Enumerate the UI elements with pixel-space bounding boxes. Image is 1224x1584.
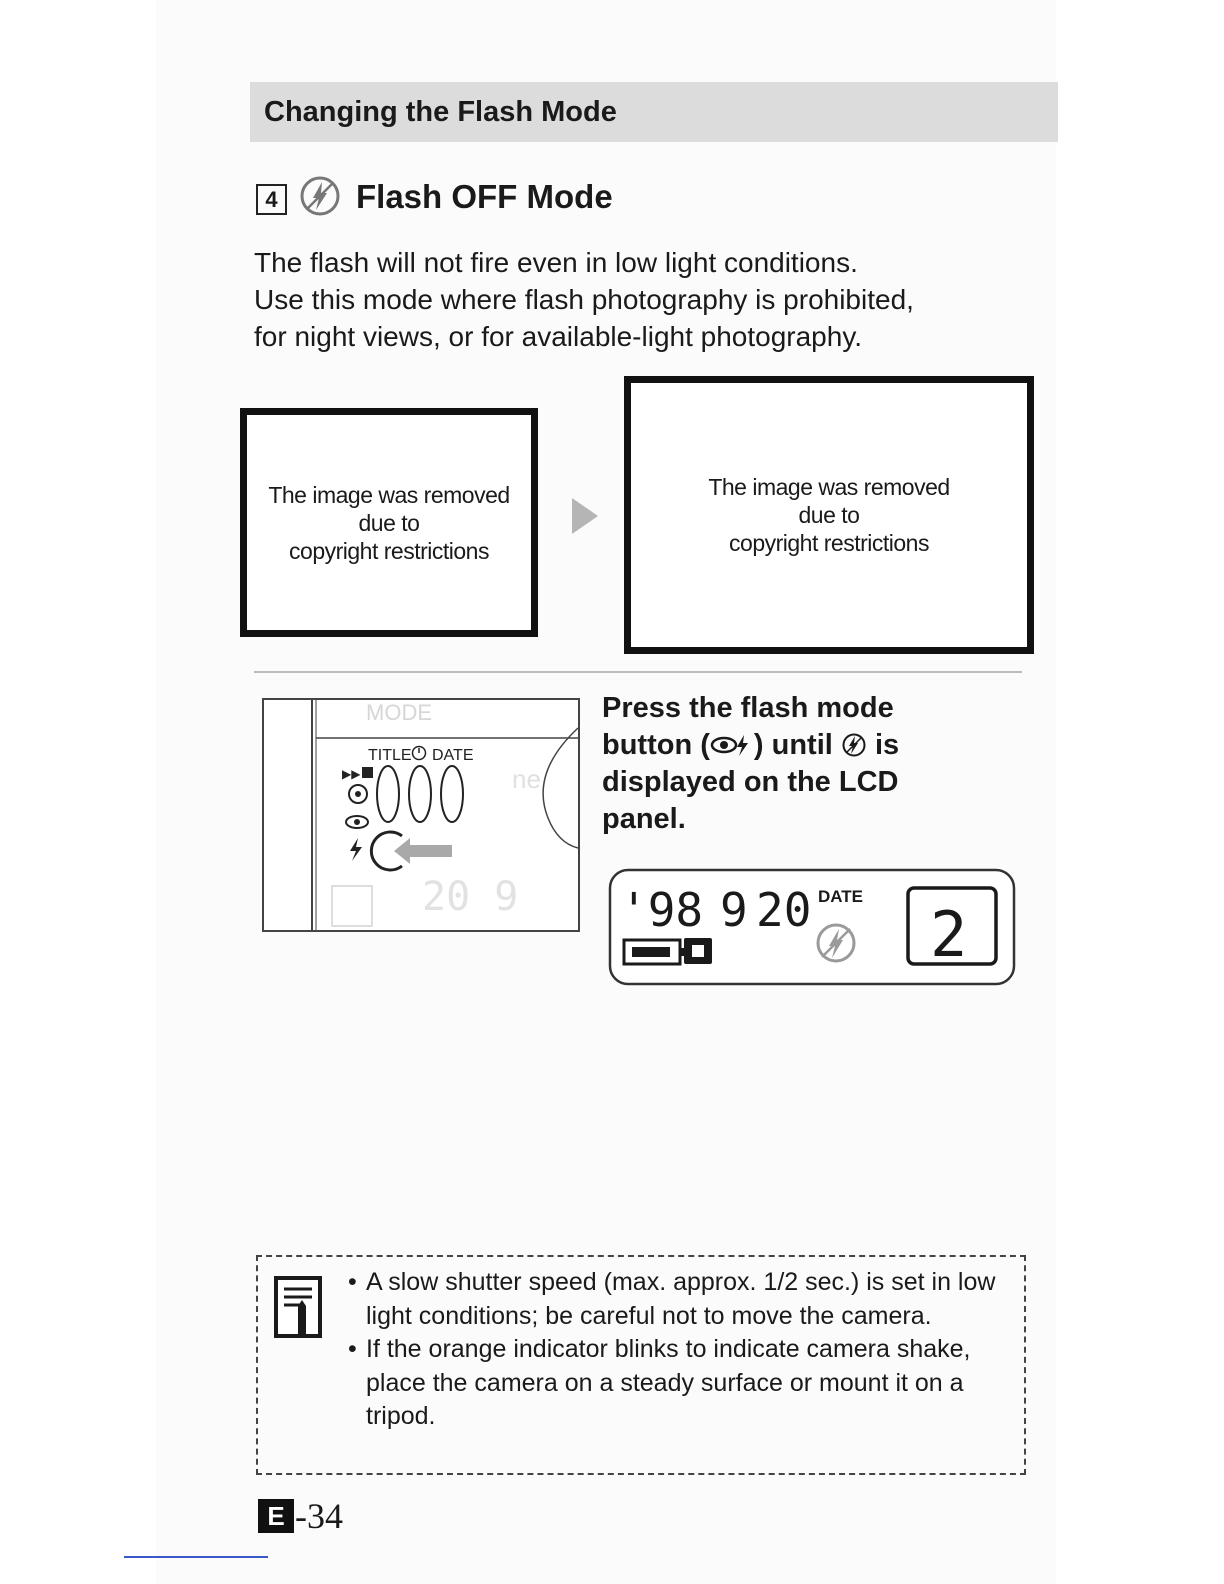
svg-text:▶▶: ▶▶ [342,767,361,781]
section-title: Changing the Flash Mode [264,96,617,128]
section-header [250,82,1058,142]
title-label: TITLE [368,747,412,764]
bottom-rule [124,1556,268,1558]
instruction-text [602,690,1032,838]
photo-after [624,376,1034,654]
note-item: • If the orange indicator blinks to indicate camera shake, place the camera on a steady surface or mount it on a tripod. [346,1333,1016,1434]
date-label: DATE [432,747,474,764]
svg-text:ne: ne [512,764,541,794]
instruction-fragment: ) until [753,729,833,761]
intro-line: Use this mode where flash photography is prohibited, [254,284,914,315]
instruction-line: panel. [602,803,686,835]
lcd-date-label: DATE [818,887,864,906]
language-badge: E [258,1499,294,1533]
divider [254,671,1022,673]
flash-off-icon [841,732,867,758]
lcd-frame-count: 2 [930,898,968,971]
instruction-fragment: is [874,729,900,761]
flash-off-icon [298,174,342,218]
page-number: -34 [295,1496,343,1536]
arrow-right-icon [570,496,600,536]
photo-before [240,408,538,637]
image-removed-note: The image was removed due to copyright restrictions [708,474,950,556]
instruction-line: Press the flash mode [602,692,894,724]
intro-text [254,244,1034,355]
image-removed-note: The image was removed due to copyright restrictions [268,481,510,564]
intro-line: for night views, or for available-light photography. [254,321,863,352]
memo-icon [274,1276,324,1338]
red-eye-flash-icon [710,732,754,758]
instruction-line [602,727,1032,764]
instruction-fragment: button ( [602,729,710,761]
step-number: 4 [256,184,287,215]
page-footer [258,1496,343,1536]
lcd-year: '98 [620,883,704,937]
camera-top-illustration [262,698,580,932]
lcd-month: 9 [720,883,748,937]
lcd-day: 20 [756,883,812,937]
svg-text:20 9: 20 9 [422,874,519,920]
note-item: • A slow shutter speed (max. approx. 1/2 sec.) is set in low light conditions; be careful not to move the camera. [346,1266,1016,1333]
instruction-line: displayed on the LCD [602,766,899,798]
lcd-panel [608,868,1016,986]
svg-text:MODE: MODE [366,700,432,725]
note-list [346,1266,1016,1434]
intro-line: The flash will not fire even in low light conditions. [254,247,858,278]
mode-title: Flash OFF Mode [356,178,613,215]
